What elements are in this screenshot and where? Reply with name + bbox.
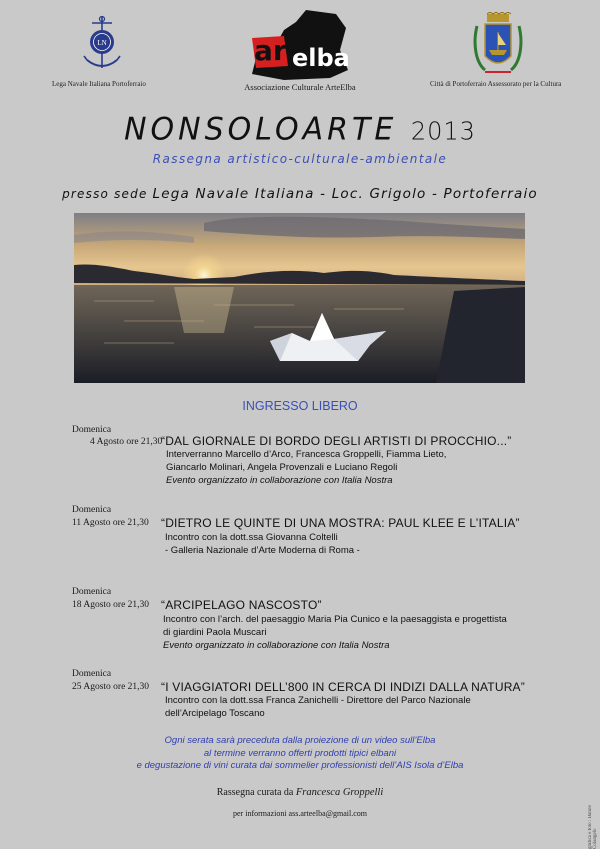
event-4-day: Domenica [72, 669, 112, 679]
sunset-sea-photo [74, 213, 525, 383]
event-2-line-2: - Galleria Nazionale d’Arte Moderna di Roma - [165, 545, 360, 556]
event-2-line-1: Incontro con la dott.ssa Giovanna Coltelli [165, 532, 338, 543]
venue-prefix: presso sede [62, 187, 148, 201]
curated-prefix: Rassegna curata da [216, 787, 294, 798]
event-2-day: Domenica [72, 505, 112, 515]
photo-credit: grafica e foto : Danilo Colangelo [588, 804, 598, 849]
event-1-title: “DAL GIORNALE DI BORDO DEGLI ARTISTI DI PROCCHIO...” [161, 434, 512, 448]
svg-text:elba: elba [292, 44, 350, 72]
evening-note [0, 735, 600, 773]
info-email: per informazioni ass.arteelba@gmail.com [233, 809, 367, 818]
title-main: NONSOLOARTE [124, 111, 398, 148]
venue-place: Lega Navale Italiana - Loc. Grigolo - Portoferraio [152, 186, 538, 202]
poster-subtitle: Rassegna artistico-culturale-ambientale [152, 152, 448, 166]
note-line-1: Ogni serata sarà preceduta dalla proiezione di un video sull’Elba [164, 735, 436, 746]
free-entry: INGRESSO LIBERO [242, 399, 358, 413]
title-year: 2013 [410, 116, 476, 146]
lega-navale-caption: Lega Navale Italiana Portoferraio [52, 80, 146, 88]
portoferraio-crest [471, 12, 525, 78]
event-1-day: Domenica [72, 425, 112, 435]
event-3-title: “ARCIPELAGO NASCOSTO” [161, 598, 322, 612]
event-4-title: “I VIAGGIATORI DELL’800 IN CERCA DI INDIZI DALLA NATURA” [161, 680, 525, 694]
arteelba-logo [244, 8, 354, 82]
note-line-3: e degustazione di vini curata dai sommelier professionisti dell’AIS Isola d’Elba [136, 760, 464, 771]
event-1-line-1: Interverranno Marcello d’Arco, Francesca Groppelli, Fiamma Lieto, [166, 449, 447, 460]
event-4-line-1: Incontro con la dott.ssa Franca Zanichelli - Direttore del Parco Nazionale [165, 695, 471, 706]
portoferraio-caption: Città di Portoferraio Assessorato per la Cultura [430, 80, 562, 88]
svg-text:LN: LN [97, 39, 107, 47]
event-1-date: 4 Agosto ore 21,30 [90, 437, 163, 447]
event-1-line-2: Giancarlo Molinari, Angela Provenzali e Luciano Regoli [166, 462, 398, 473]
event-3-day: Domenica [72, 587, 112, 597]
poster-title [0, 111, 600, 148]
event-1-note: Evento organizzato in collaborazione con Italia Nostra [166, 475, 393, 486]
event-3-date: 18 Agosto ore 21,30 [72, 600, 150, 610]
event-3-line-2: di giardini Paola Muscari [163, 627, 267, 638]
note-line-2: al termine verranno offerti prodotti tipici elbani [203, 747, 397, 759]
curator-name: Francesca Groppelli [295, 787, 384, 798]
venue-line [0, 186, 600, 202]
event-4-line-2: dell’Arcipelago Toscano [165, 708, 265, 719]
event-2-date: 11 Agosto ore 21,30 [72, 518, 149, 528]
event-4-date: 25 Agosto ore 21,30 [72, 682, 150, 692]
lega-navale-logo [82, 14, 122, 72]
arteelba-caption: Associazione Culturale ArteElba [244, 82, 356, 92]
svg-text:art: art [254, 34, 301, 67]
event-2-title: “DIETRO LE QUINTE DI UNA MOSTRA: PAUL KLEE E L’ITALIA” [161, 516, 520, 530]
event-3-note: Evento organizzato in collaborazione con Italia Nostra [163, 640, 390, 651]
curated-by [0, 787, 600, 798]
event-3-line-1: Incontro con l’arch. del paesaggio Maria Pia Cunico e la paesaggista e progettista [163, 614, 507, 625]
